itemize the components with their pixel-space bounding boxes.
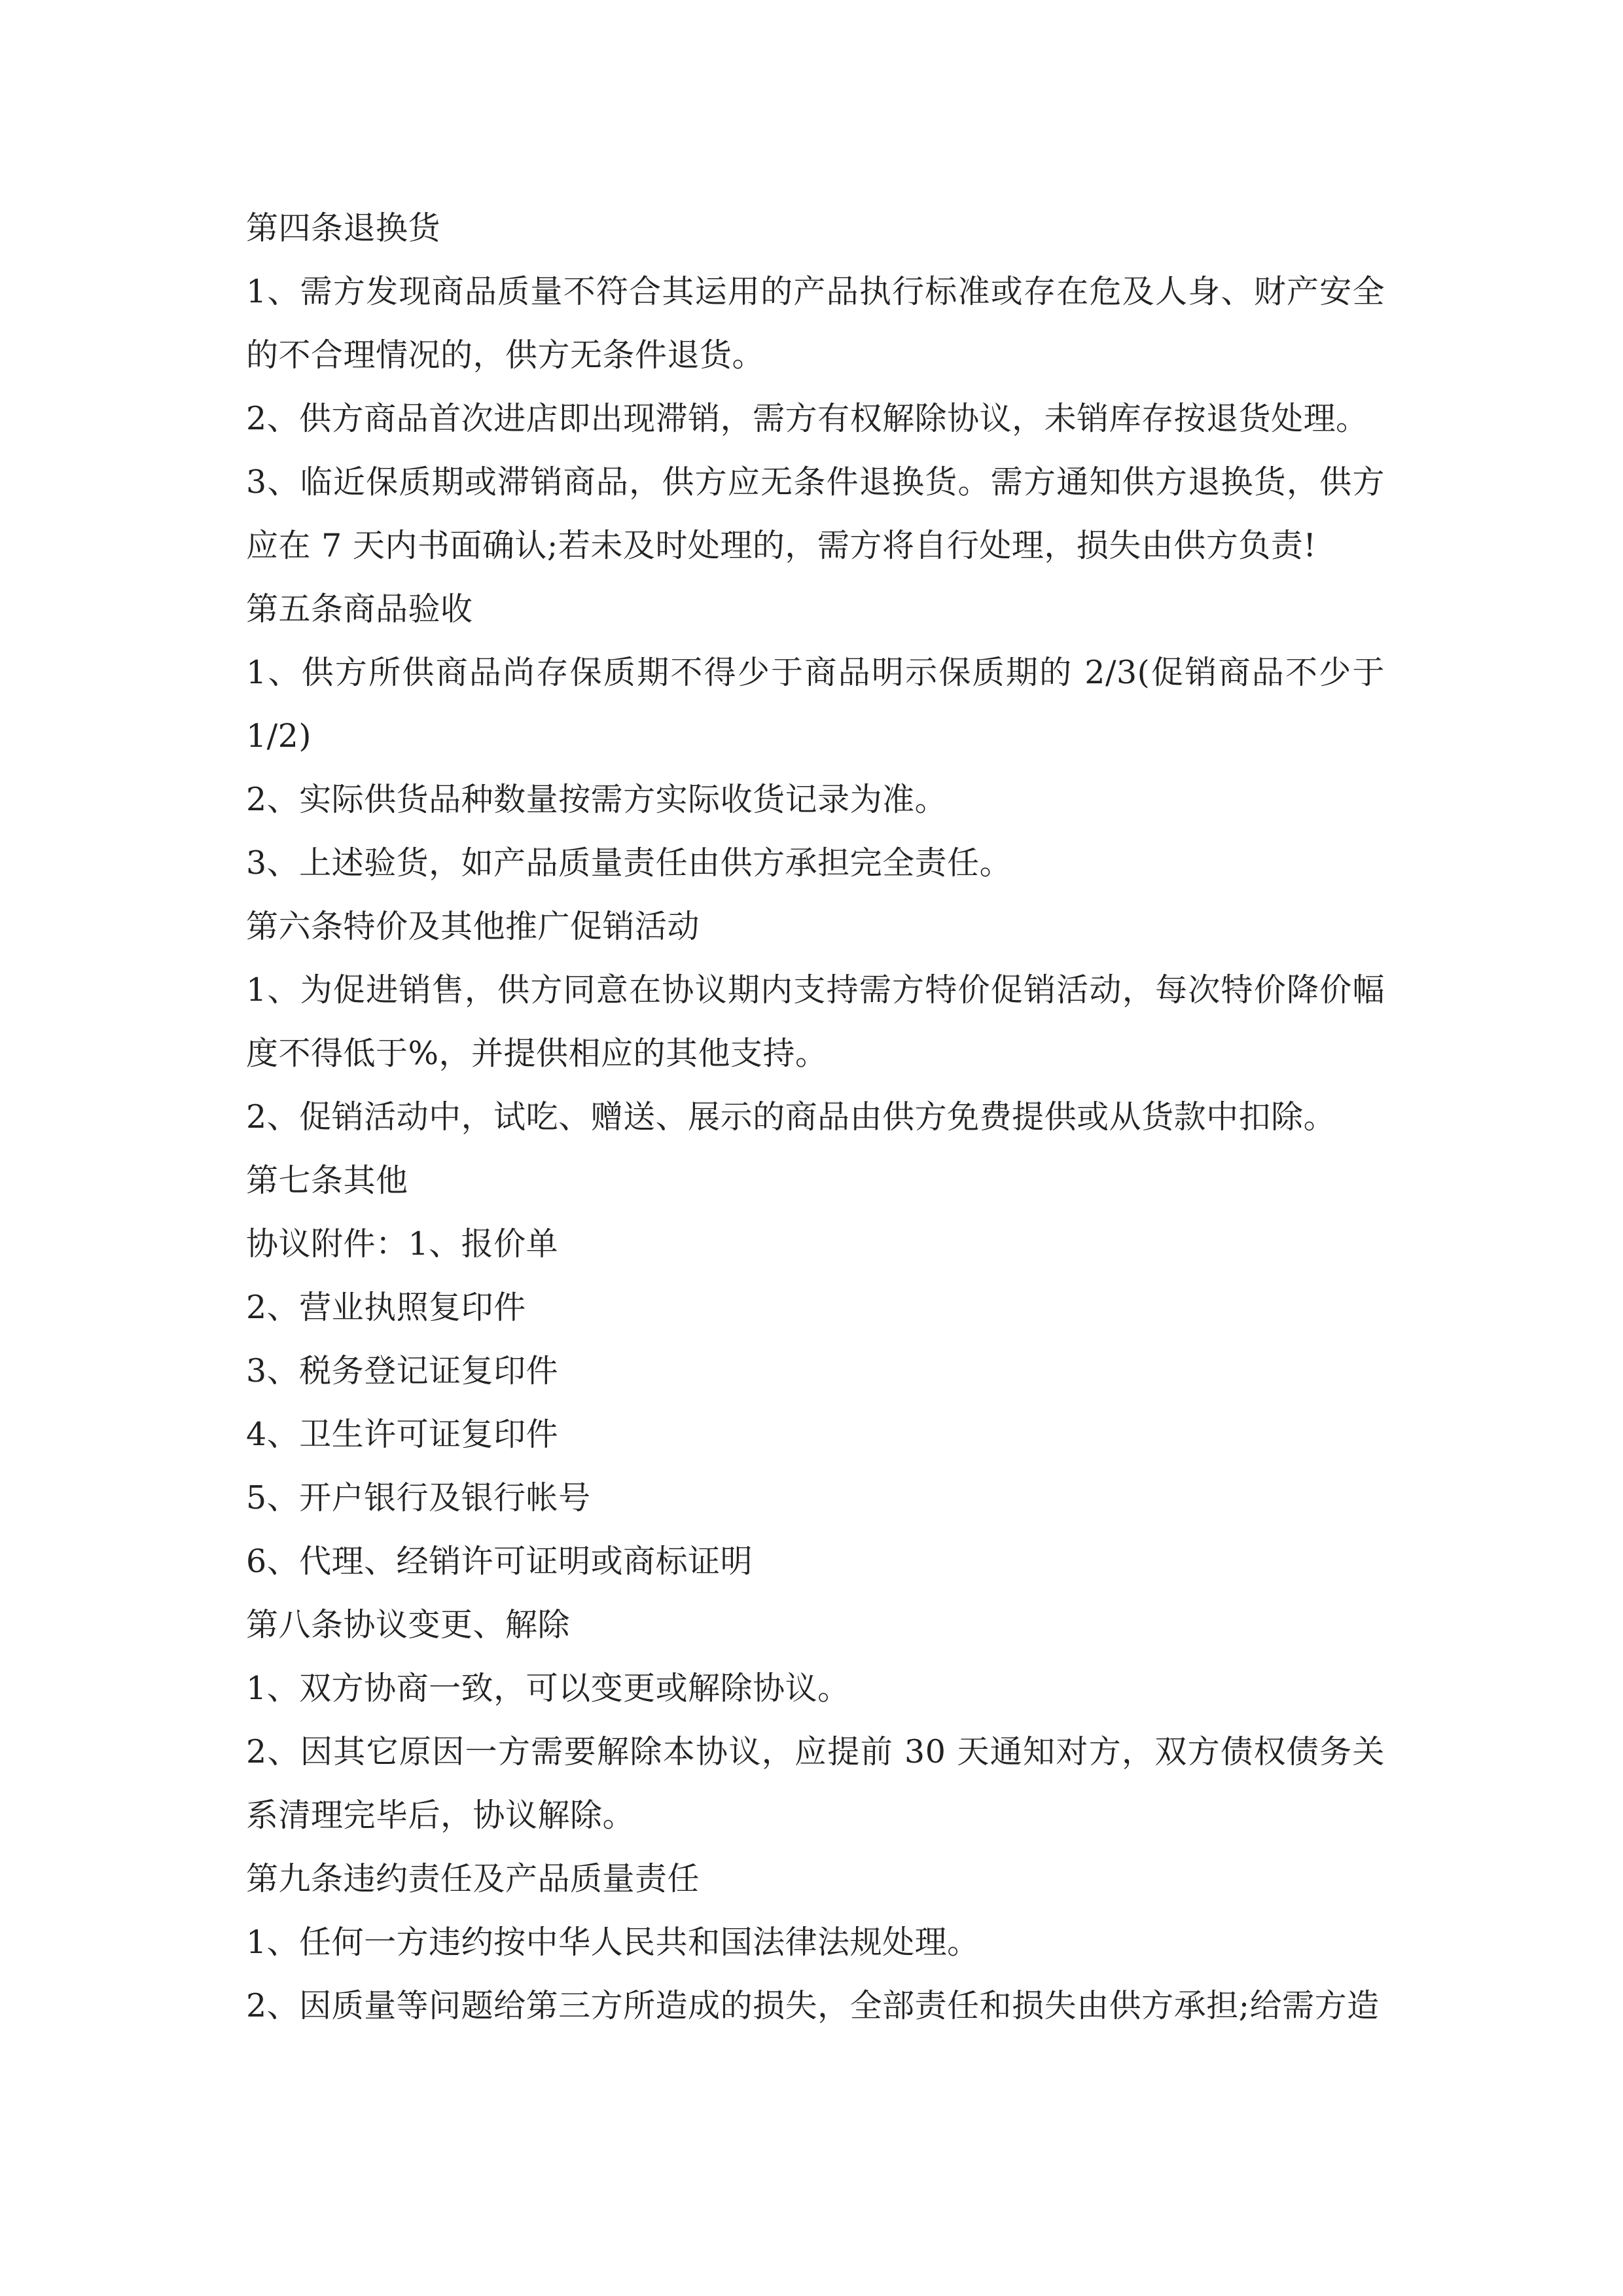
paragraph: 2、促销活动中，试吃、赠送、展示的商品由供方免费提供或从货款中扣除。	[246, 1098, 1336, 1136]
paragraph: 2、实际供货品种数量按需方实际收货记录为准。	[246, 781, 948, 818]
paragraph: 3、税务登记证复印件	[246, 1352, 559, 1390]
section-heading-8: 第八条协议变更、解除	[246, 1606, 571, 1643]
paragraph: 5、开户银行及银行帐号	[246, 1479, 591, 1516]
document-body	[246, 196, 1385, 2037]
paragraph: 1、为促进销售，供方同意在协议期内支持需方特价促销活动，每次特价降价幅度不得低于%，并提供相应的其他支持。	[246, 971, 1385, 1072]
paragraph: 4、卫生许可证复印件	[246, 1416, 559, 1453]
paragraph: 1、供方所供商品尚存保质期不得少于商品明示保质期的 2/3(促销商品不少于 1/2)	[246, 654, 1385, 755]
paragraph: 协议附件：1、报价单	[246, 1225, 559, 1263]
paragraph: 6、代理、经销许可证明或商标证明	[246, 1543, 753, 1580]
paragraph: 2、供方商品首次进店即出现滞销，需方有权解除协议，未销库存按退货处理。	[246, 400, 1368, 437]
paragraph: 3、临近保质期或滞销商品，供方应无条件退换货。需方通知供方退换货，供方应在 7 天内书面确认;若未及时处理的，需方将自行处理，损失由供方负责!	[246, 463, 1385, 564]
section-heading-6: 第六条特价及其他推广促销活动	[246, 908, 700, 945]
paragraph: 2、营业执照复印件	[246, 1289, 526, 1326]
paragraph: 1、需方发现商品质量不符合其运用的产品执行标准或存在危及人身、财产安全的不合理情况的，供方无条件退货。	[246, 273, 1385, 374]
section-heading-7: 第七条其他	[246, 1162, 408, 1199]
paragraph: 1、双方协商一致，可以变更或解除协议。	[246, 1670, 850, 1707]
section-heading-4: 第四条退换货	[246, 209, 441, 247]
paragraph: 3、上述验货，如产品质量责任由供方承担完全责任。	[246, 844, 1012, 882]
paragraph: 2、因质量等问题给第三方所造成的损失，全部责任和损失由供方承担;给需方造	[246, 1987, 1380, 2024]
section-heading-9: 第九条违约责任及产品质量责任	[246, 1860, 700, 1897]
paragraph: 1、任何一方违约按中华人民共和国法律法规处理。	[246, 1924, 980, 1961]
section-heading-5: 第五条商品验收	[246, 590, 473, 628]
paragraph: 2、因其它原因一方需要解除本协议，应提前 30 天通知对方，双方债权债务关系清理完毕后，协议解除。	[246, 1733, 1385, 1834]
